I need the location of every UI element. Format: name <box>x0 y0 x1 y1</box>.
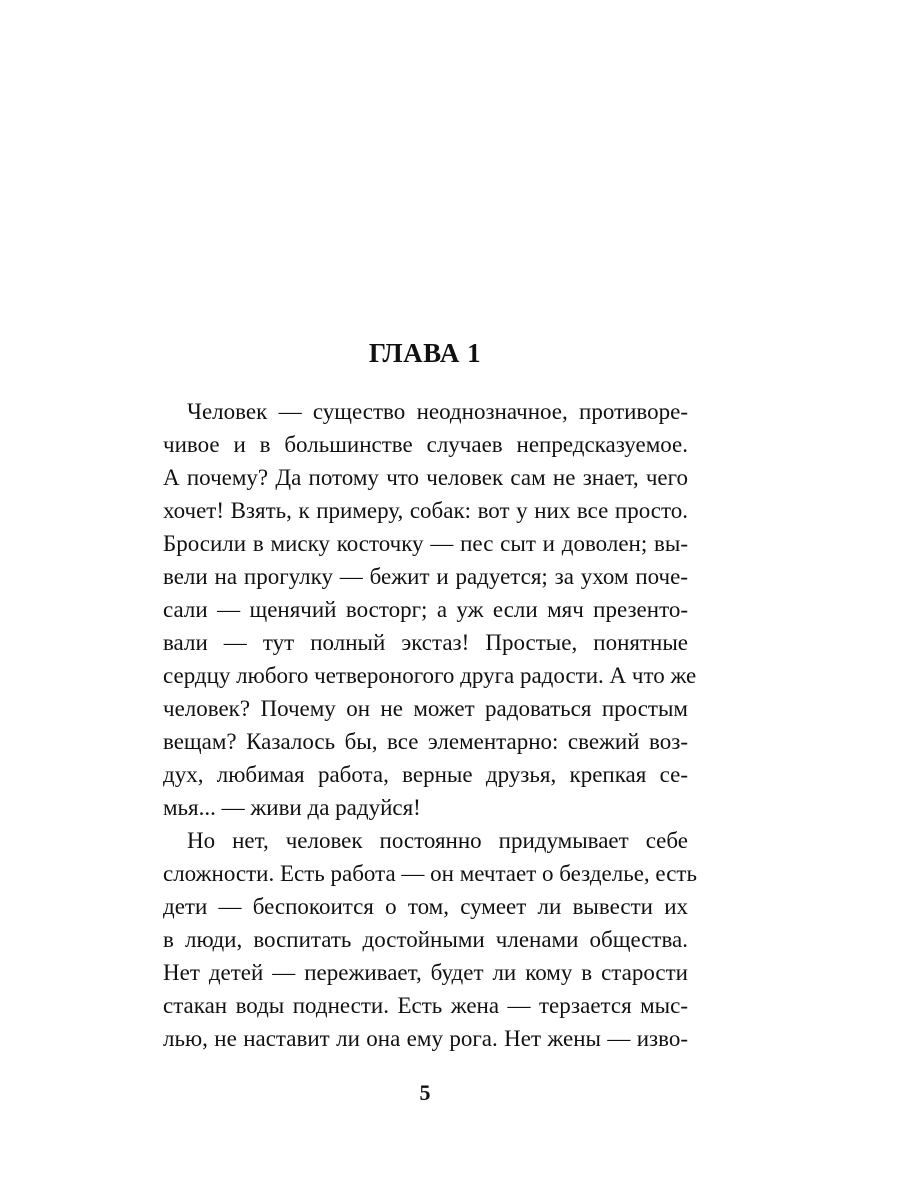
text-line: Но нет, человек постоянно придумывает себе <box>187 828 688 853</box>
text-line: чивое и в большинстве случаев непредсказуемое. <box>163 432 688 457</box>
text-line: вали — тут полный экстаз! Простые, понятные <box>163 630 688 655</box>
text-line: сложности. Есть работа — он мечтает о безделье, есть <box>163 861 697 886</box>
text-line: Бросили в миску косточку — пес сыт и доволен; вы- <box>163 531 688 556</box>
text-line: дети — беспокоится о том, сумеет ли вывести их <box>163 894 688 919</box>
text-line: хочет! Взять, к примеру, собак: вот у них все просто. <box>163 498 688 523</box>
text-line: Человек — существо неоднозначное, противоре- <box>187 399 688 424</box>
text-line: дух, любимая работа, верные друзья, крепкая се- <box>163 762 688 787</box>
text-line: в люди, воспитать достойными членами общества. <box>163 927 688 952</box>
paragraph-2 <box>163 827 697 1058</box>
text-line: сали — щенячий восторг; а уж если мяч презенто- <box>163 597 688 622</box>
text-line: Нет детей — переживает, будет ли кому в старости <box>163 960 688 985</box>
page-number: 5 <box>419 1080 431 1105</box>
text-line: человек? Почему он не может радоваться простым <box>163 696 688 721</box>
text-line: вещам? Казалось бы, все элементарно: свежий воз- <box>163 729 688 754</box>
text-line: А почему? Да потому что человек сам не знает, чего <box>163 465 688 490</box>
text-line: лью, не наставит ли она ему рога. Нет жены — изво- <box>163 1026 688 1051</box>
chapter-title: ГЛАВА 1 <box>368 338 482 368</box>
text-line: вели на прогулку — бежит и радуется; за ухом поче- <box>163 564 688 589</box>
text-line: мья... — живи да радуйся! <box>163 795 421 820</box>
paragraph-1 <box>163 398 697 827</box>
text-line: стакан воды поднести. Есть жена — терзается мыс- <box>163 993 688 1018</box>
body-text <box>163 398 697 1058</box>
text-line: сердцу любого четвероногого друга радости. А что же <box>163 663 697 688</box>
